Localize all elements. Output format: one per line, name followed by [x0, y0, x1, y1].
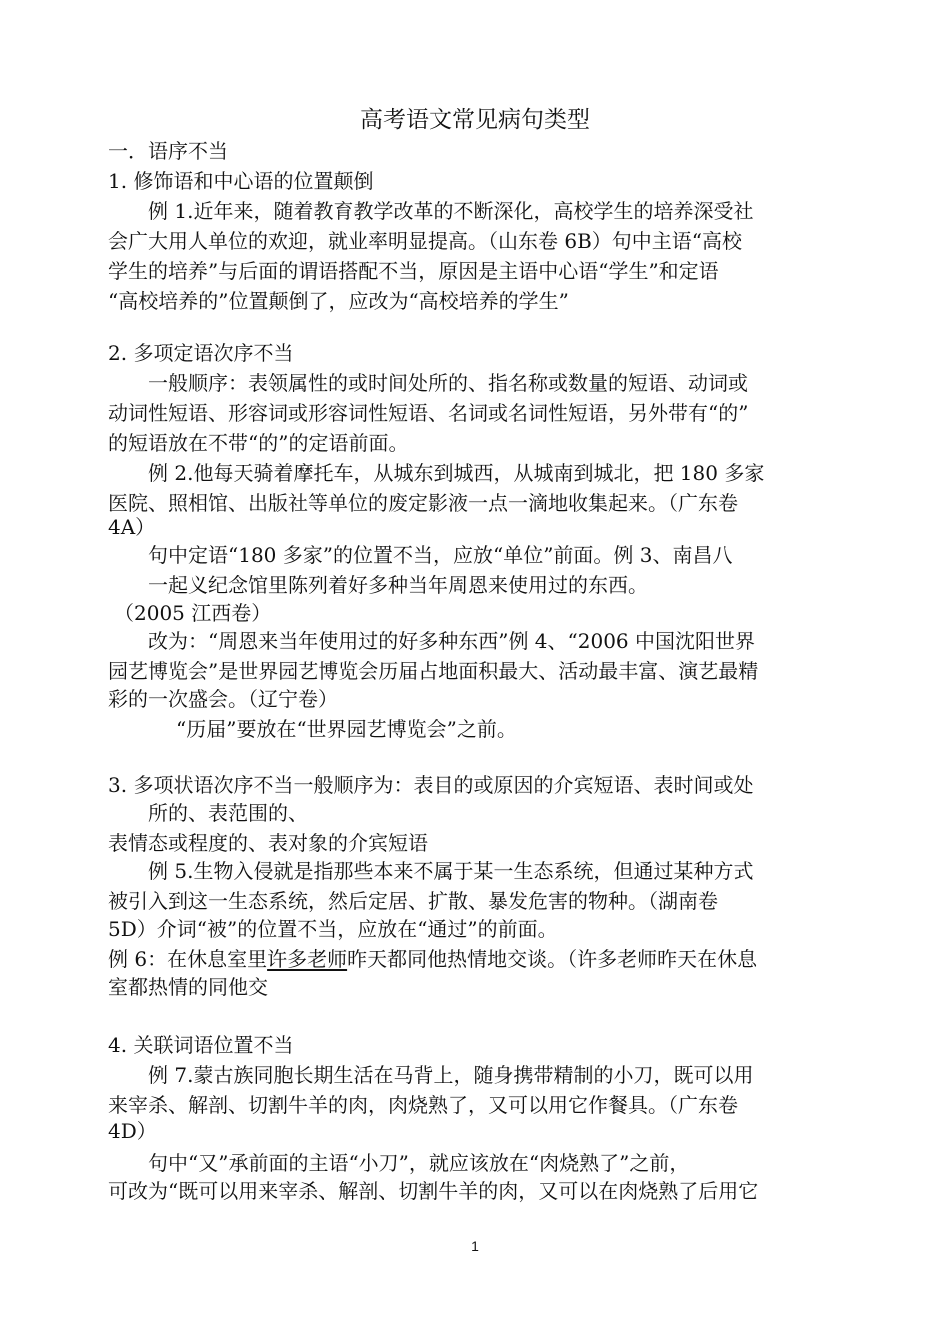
text-line: 一起义纪念馆里陈列着好多种当年周恩来使用过的东西。 [148, 573, 648, 597]
text-line: 动词性短语、形容词或形容词性短语、名词或名词性短语，另外带有“的” [108, 401, 749, 425]
subsection-heading: 2. 多项定语次序不当 [108, 341, 294, 365]
text-line: 医院、照相馆、出版社等单位的废定影液一点一滴地收集起来。（广东卷 [108, 491, 738, 515]
text-line: “高校培养的”位置颠倒了，应改为“高校培养的学生” [108, 289, 569, 313]
text-line: 5D）介词“被”的位置不当，应放在“通过”的前面。 [108, 917, 558, 941]
text-line: 例 1.近年来，随着教育教学改革的不断深化，高校学生的培养深受社 [148, 199, 754, 223]
subsection-heading: 1. 修饰语和中心语的位置颠倒 [108, 169, 374, 193]
subsection-heading: 3. 多项状语次序不当一般顺序为：表目的或原因的介宾短语、表时间或处 [108, 773, 754, 797]
text-line: 表情态或程度的、表对象的介宾短语 [108, 831, 428, 855]
text-line: 来宰杀、解剖、切割牛羊的肉，肉烧熟了，又可以用它作餐具。（广东卷 [108, 1093, 738, 1117]
text-line [108, 944, 757, 974]
text-line: 改为：“周恩来当年使用过的好多种东西”例 4、“2006 中国沈阳世界 [148, 629, 756, 653]
text-line: 室都热情的同他交 [108, 975, 268, 999]
text-line: 句中定语“180 多家”的位置不当，应放“单位”前面。例 3、南昌八 [148, 543, 733, 567]
text-line: （2005 江西卷） [114, 601, 272, 625]
text-segment: 昨天都同他热情地交谈。（许多老师昨天在休息 [347, 947, 758, 971]
text-line: 句中“又”承前面的主语“小刀”，就应该放在“肉烧熟了”之前， [148, 1151, 690, 1175]
page-title: 高考语文常见病句类型 [360, 107, 590, 133]
text-line: 例 7.蒙古族同胞长期生活在马背上，随身携带精制的小刀，既可以用 [148, 1063, 754, 1087]
subsection-heading: 4. 关联词语位置不当 [108, 1033, 294, 1057]
text-line: 一般顺序：表领属性的或时间处所的、指名称或数量的短语、动词或 [148, 371, 748, 395]
page-number: 1 [471, 1238, 479, 1254]
text-line: 所的、表范围的、 [148, 801, 308, 825]
text-line: 会广大用人单位的欢迎，就业率明显提高。（山东卷 6B）句中主语“高校 [108, 229, 743, 253]
text-line: 的短语放在不带“的”的定语前面。 [108, 431, 409, 455]
text-segment: 例 6：在休息室里 [108, 947, 268, 971]
text-line: 园艺博览会”是世界园艺博览会历届占地面积最大、活动最丰富、演艺最精 [108, 659, 759, 683]
text-line: 学生的培养”与后面的谓语搭配不当，原因是主语中心语“学生”和定语 [108, 259, 719, 283]
section-heading: 一．语序不当 [108, 139, 228, 163]
text-line: 例 5.生物入侵就是指那些本来不属于某一生态系统，但通过某种方式 [148, 859, 754, 883]
text-line: 被引入到这一生态系统，然后定居、扩散、暴发危害的物种。（湖南卷 [108, 889, 718, 913]
text-line: “历届”要放在“世界园艺博览会”之前。 [176, 717, 517, 741]
underlined-phrase: 许多老师 [267, 947, 348, 971]
text-line: 可改为“既可以用来宰杀、解剖、切割牛羊的肉，又可以在肉烧熟了后用它 [108, 1179, 759, 1203]
text-line: 4D） [108, 1119, 157, 1143]
text-line: 彩的一次盛会。（辽宁卷） [108, 687, 338, 711]
text-line: 4A） [108, 515, 156, 539]
text-line: 例 2.他每天骑着摩托车，从城东到城西，从城南到城北，把 180 多家 [148, 461, 765, 485]
